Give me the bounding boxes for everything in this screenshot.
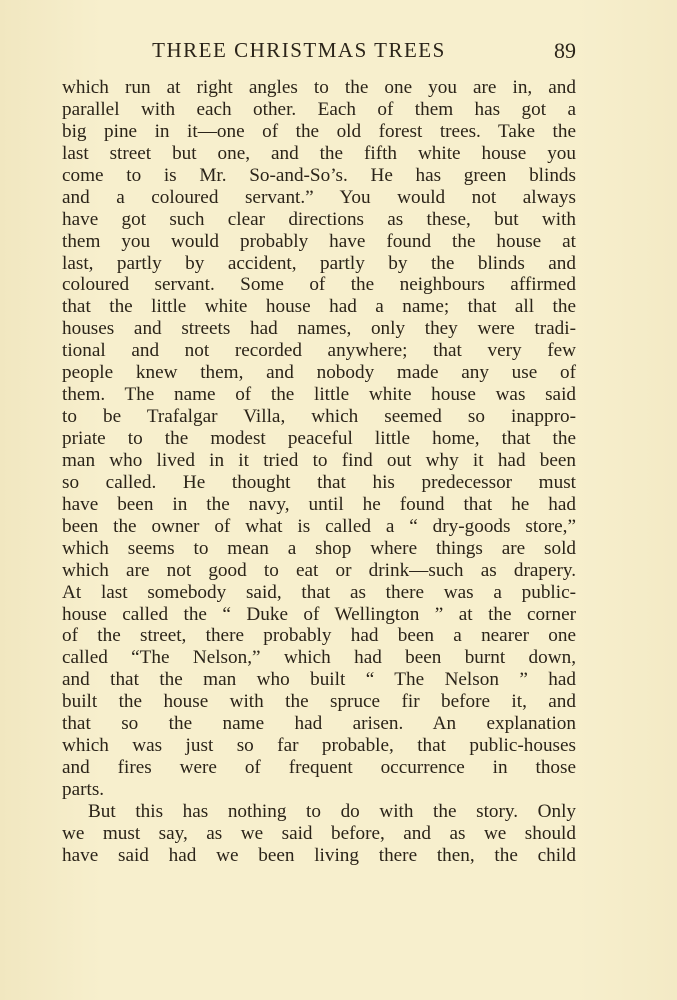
text-line: houses and streets had names, only they were tradi- — [62, 318, 576, 340]
text-line: house called the “ Duke of Wellington ” at the corner — [62, 603, 576, 625]
running-title: THREE CHRISTMAS TREES — [152, 38, 446, 62]
text-line: man who lived in it tried to find out why it had been — [62, 449, 576, 471]
text-line: last street but one, and the fifth white house you — [62, 142, 576, 164]
text-line: big pine in it—one of the old forest trees. Take the — [62, 120, 576, 142]
text-line: built the house with the spruce fir before it, and — [62, 691, 576, 713]
text-line: that so the name had arisen. An explanation — [62, 713, 576, 735]
text-line: them. The name of the little white house was said — [62, 384, 576, 406]
text-line: so called. He thought that his predecessor must — [62, 471, 576, 493]
text-line: have got such clear directions as these, but with — [62, 208, 576, 230]
text-line: and that the man who built “ The Nelson ” had — [62, 669, 576, 691]
text-line: parallel with each other. Each of them has got a — [62, 98, 576, 120]
text-line: tional and not recorded anywhere; that very few — [62, 340, 576, 362]
text-line: parts. — [62, 779, 105, 800]
body-text — [62, 77, 576, 867]
text-line: people knew them, and nobody made any use of — [62, 362, 576, 384]
text-line: called “The Nelson,” which had been burnt down, — [62, 647, 576, 669]
text-line: coloured servant. Some of the neighbours affirmed — [62, 274, 576, 296]
text-line: and fires were of frequent occurrence in those — [62, 757, 576, 779]
text-line: been the owner of what is called a “ dry-goods store,” — [62, 515, 576, 537]
text-line: last, partly by accident, partly by the blinds and — [62, 252, 576, 274]
page-number: 89 — [554, 38, 576, 63]
text-line: have said had we been living there then, the child — [62, 844, 576, 866]
text-line: which seems to mean a shop where things are sold — [62, 537, 576, 559]
text-line: which run at right angles to the one you are in, and — [62, 77, 576, 98]
text-line: to be Trafalgar Villa, which seemed so inappro- — [62, 406, 576, 428]
text-line: of the street, there probably had been a nearer one — [62, 625, 576, 647]
text-line: But this has nothing to do with the story. Only — [88, 800, 576, 822]
page-header — [62, 38, 576, 68]
text-line: priate to the modest peaceful little home, that the — [62, 428, 576, 449]
text-line: and a coloured servant.” You would not always — [62, 186, 576, 208]
text-line: come to is Mr. So-and-So’s. He has green blinds — [62, 164, 576, 186]
text-line: them you would probably have found the house at — [62, 230, 576, 252]
text-line: that the little white house had a name; that all the — [62, 296, 576, 318]
text-line: which are not good to eat or drink—such as drapery. — [62, 559, 576, 581]
text-line: At last somebody said, that as there was a public- — [62, 581, 576, 603]
text-line: have been in the navy, until he found that he had — [62, 493, 576, 515]
text-line: which was just so far probable, that public-houses — [62, 735, 576, 757]
text-line: we must say, as we said before, and as we should — [62, 822, 576, 844]
